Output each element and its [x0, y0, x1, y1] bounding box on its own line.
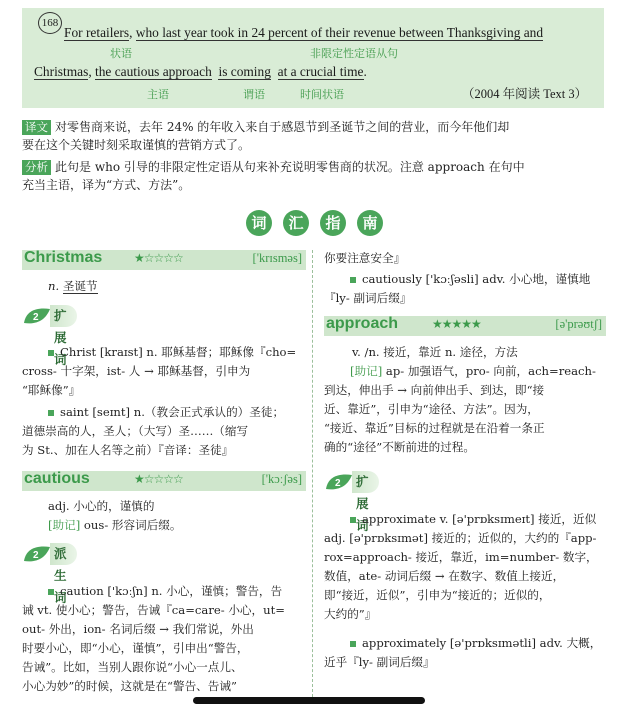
- entry-approximately: [324, 634, 608, 672]
- phrase-subject: the cautious approach: [95, 64, 212, 79]
- ipa: ['kɔːʃəs]: [261, 472, 302, 486]
- entry-cautiously: [324, 270, 608, 308]
- bullet-icon: [48, 410, 54, 416]
- cautiously-line-2: 『ly- 副词后缀』: [324, 291, 412, 305]
- sentence-line-2: [34, 64, 367, 80]
- phrase-for-retailers: For retailers: [64, 25, 130, 40]
- analysis-line-2: 充当主语，译为“方式、方法”。: [22, 178, 191, 192]
- home-indicator[interactable]: [193, 697, 425, 704]
- column-divider: [312, 250, 313, 702]
- word-christmas: Christmas: [24, 249, 103, 266]
- gloss-relative-clause: 非限定性定语从句: [310, 47, 398, 60]
- word-approach: approach: [326, 315, 399, 332]
- caution-line-5: 告诫”。比如，当别人跟你说“小心一点儿、: [22, 660, 243, 674]
- bullet-icon: [350, 641, 356, 647]
- mnemonic-text: ous- 形容词后缀。: [80, 518, 182, 532]
- sentence-number: 168: [38, 12, 62, 34]
- bullet-icon: [350, 517, 356, 523]
- approximate-line-1: approximate v. [ə'prɒksɪmeɪt] 接近，近似: [362, 512, 597, 526]
- badge-label: 派生词: [50, 543, 77, 565]
- translation-line-1: 对零售商来说，去年 24% 的年收入来自于感恩节到圣诞节之间的营业，而今年他们却: [55, 120, 510, 134]
- saint-line-2: 道德崇高的人，圣人；（大写）圣……（缩写: [22, 424, 249, 438]
- sentence-line-1: [64, 25, 543, 41]
- badge-label: 扩展词: [352, 471, 379, 493]
- translation-tag: 译文: [22, 120, 51, 135]
- phrase-predicate: is coming: [218, 64, 271, 79]
- comma: ,: [88, 64, 96, 79]
- leaf-icon: [324, 471, 354, 493]
- source-citation: （2004 年阅读 Text 3）: [462, 87, 588, 101]
- approach-line-3: 到达，伸出手 → 向前伸出手、到达，即“接: [324, 383, 545, 397]
- word-header-approach: [324, 316, 606, 336]
- translation-line-2: 要在这个关键时刻采取谨慎的营销方式了。: [22, 138, 251, 152]
- caution-line-1: caution ['kɔːʃn] n. 小心，谨慎；警告，告: [60, 584, 283, 598]
- saint-line-1: saint [seɪnt] n.（教会正式承认的）圣徒；: [60, 405, 285, 419]
- christmas-definition: [48, 277, 98, 296]
- approach-line-5: “接近、靠近”目标的过程就是在沿着一条正: [324, 421, 545, 435]
- meaning: 圣诞节: [62, 279, 98, 293]
- approximately-line-1: approximately [ə'prɒksɪmətli] adv. 大概，: [362, 636, 602, 650]
- christ-line-1: Christ [kraɪst] n. 耶稣基督；耶稣像『cho=: [60, 345, 297, 359]
- section-title-char-1: 词: [246, 210, 272, 236]
- section-title-char-3: 指: [320, 210, 346, 236]
- badge-label: 扩展词: [50, 305, 77, 327]
- analysis-tag: 分析: [22, 160, 51, 175]
- caution-line-3: out- 外出，ion- 名词后缀 → 我们常说，外出: [22, 622, 254, 636]
- comma: ,: [129, 25, 136, 40]
- entry-caution: [22, 582, 308, 696]
- svg-text:2: 2: [33, 312, 39, 323]
- caution-line-6: 小心为妙”的时候，这就是在“警告、告诫”: [22, 679, 237, 693]
- phrase-who-clause: who last year took in 24 percent of their revenue between Thanksgiving and: [135, 25, 544, 40]
- caution-continued: 你要注意安全』: [324, 251, 406, 265]
- approach-definition: v. /n. 接近，靠近 n. 途径，方法: [352, 345, 518, 359]
- rating-stars: ★☆☆☆☆: [134, 472, 183, 486]
- caution-line-2: 诫 vt. 使小心；警告，告诫『ca=care- 小心，ut=: [22, 603, 285, 617]
- approach-mnemonic: [324, 362, 608, 457]
- section-title-char-4: 南: [357, 210, 383, 236]
- bullet-icon: [350, 277, 356, 283]
- approach-line-2: ap- 加强语气，pro- 向前，ach=reach-: [382, 364, 596, 378]
- approximate-line-2: adj. [ə'prɒksɪmət] 接近的；近似的，大约的『app-: [324, 531, 597, 545]
- mnemonic-tag: [助记]: [350, 364, 383, 378]
- analysis-block: [22, 158, 608, 194]
- ipa: ['krɪsməs]: [252, 251, 302, 265]
- word-header-christmas: [22, 250, 306, 270]
- approximate-line-3: rox=approach- 接近，靠近，im=number- 数字，: [324, 550, 598, 564]
- rating-stars: ★☆☆☆☆: [134, 251, 183, 265]
- cautiously-line-1: cautiously ['kɔːʃəsli] adv. 小心地，谨慎地: [362, 272, 591, 286]
- cautious-definition: adj. 小心的，谨慎的: [48, 499, 155, 513]
- svg-text:2: 2: [33, 550, 39, 561]
- entry-saint: [22, 403, 308, 460]
- christ-line-2: cross- 十字架，ist- 人 → 耶稣基督，引申为: [22, 364, 251, 378]
- entry-approximate: [324, 510, 608, 624]
- svg-text:2: 2: [335, 478, 341, 489]
- section-title-char-2: 汇: [283, 210, 309, 236]
- ipa: [ə'prəʊtʃ]: [555, 317, 602, 331]
- period: .: [363, 64, 367, 79]
- leaf-icon: [22, 305, 52, 327]
- analysis-line-1: 此句是 who 引导的非限定性定语从句来补充说明零售商的状况。注意 approach 在句中: [55, 160, 525, 174]
- approximate-line-5: 即“接近，近似”，引申为“接近的；近似的，: [324, 588, 551, 602]
- bullet-icon: [48, 589, 54, 595]
- word-header-cautious: [22, 471, 306, 491]
- entry-christ: [22, 343, 308, 400]
- gloss-adverbial: 状语: [110, 47, 132, 60]
- rating-stars: ★★★★★: [432, 317, 481, 331]
- phrase-christmas: Christmas: [34, 64, 89, 79]
- gloss-predicate: 谓语: [243, 88, 265, 101]
- mnemonic-tag: [助记]: [48, 518, 81, 532]
- gloss-time: 时间状语: [300, 88, 344, 101]
- gloss-subject: 主语: [147, 88, 169, 101]
- approximate-line-4: 数值，ate- 动词后缀 → 在数字、数值上接近，: [324, 569, 565, 583]
- bullet-icon: [48, 350, 54, 356]
- pos: n.: [48, 279, 60, 293]
- leaf-icon: [22, 543, 52, 565]
- approach-line-6: 确的“途径”不断前进的过程。: [324, 440, 475, 454]
- saint-line-3: 为 St.、加在人名等之前）『音译：圣徒』: [22, 443, 234, 457]
- approach-line-4: 近、靠近”，引申为“途径、方法”。因为，: [324, 402, 539, 416]
- caution-line-4: 时要小心，即“小心，谨慎”，引申出“警告，: [22, 641, 249, 655]
- cautious-mnemonic: [48, 516, 181, 535]
- translation-block: [22, 118, 608, 154]
- word-cautious: cautious: [24, 470, 90, 487]
- approximately-line-2: 近乎『ly- 副词后缀』: [324, 655, 435, 669]
- phrase-time: at a crucial time: [277, 64, 364, 79]
- christ-line-3: “耶稣像”』: [22, 383, 81, 397]
- approximate-line-6: 大约的”』: [324, 607, 377, 621]
